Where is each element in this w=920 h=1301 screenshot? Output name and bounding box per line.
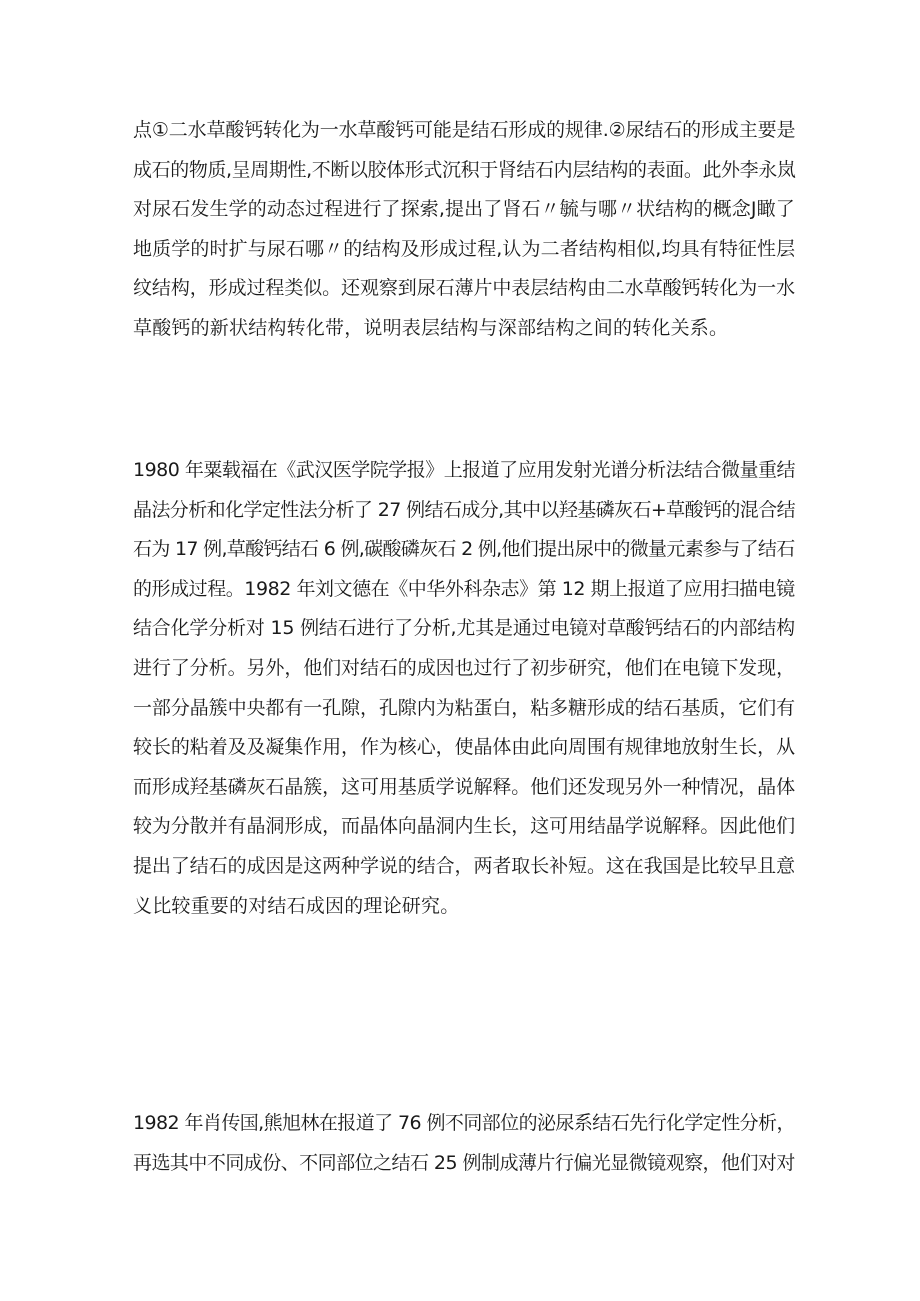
text-line: 较长的粘着及及凝集作用，作为核心，使晶体由此向周围有规律地放射生长，从 [133, 736, 796, 759]
text-line: 点①二水草酸钙转化为一水草酸钙可能是结石形成的规律.②尿结石的形成主要是 [133, 119, 796, 141]
text-line: 地质学的时扩与尿石哪〃的结构及形成过程,认为二者结构相似,均具有特征性层 [133, 237, 796, 260]
text-line: 1980 年粟载福在《武汉医学院学报》上报道了应用发射光谱分析法结合微量重结 [133, 459, 795, 481]
text-line: 的形成过程。1982 年刘文德在《中华外科杂志》第 12 期上报道了应用扫描电镜 [133, 577, 795, 600]
text-line: 结合化学分析对 15 例结石进行了分析,尤其是通过电镜对草酸钙结石的内部结构 [133, 617, 795, 640]
text-line: 一部分晶簇中央都有一孔隙，孔隙内为粘蛋白，粘多糖形成的结石基质，它们有 [133, 696, 796, 719]
text-line: 再选其中不同成份、不同部位之结石 25 例制成薄片行偏光显微镜观察，他们对对 [133, 1151, 795, 1174]
text-line: 纹结构，形成过程类似。还观察到尿石薄片中表层结构由二水草酸钙转化为一水 [133, 277, 796, 300]
paragraph-3 [133, 1104, 795, 1183]
text-line: 义比较重要的对结石成因的理论研究。 [133, 894, 460, 917]
text-line: 成石的物质,呈周期性,不断以胶体形式沉积于肾结石内层结构的表面。此外李永岚 [133, 158, 796, 181]
text-line: 提出了结石的成因是这两种学说的结合，两者取长补短。这在我国是比较早且意 [133, 854, 796, 877]
text-line: 晶法分析和化学定性法分析了 27 例结石成分,其中以羟基磷灰石+草酸钙的混合结 [133, 498, 796, 521]
text-line: 1982 年肖传国,熊旭林在报道了 76 例不同部位的泌尿系结石先行化学定性分析， [133, 1112, 795, 1134]
paragraph-1 [133, 111, 795, 349]
paragraph-2 [133, 451, 795, 926]
text-line: 较为分散并有晶洞形成，而晶体向晶洞内生长，这可用结晶学说解释。因此他们 [133, 815, 796, 838]
text-line: 而形成羟基磷灰石晶簇，这可用基质学说解释。他们还发现另外一种情况，晶体 [133, 775, 796, 798]
text-line: 草酸钙的新状结构转化带，说明表层结构与深部结构之间的转化关系。 [133, 316, 729, 339]
text-line: 进行了分析。另外，他们对结石的成因也过行了初步研究，他们在电镜下发现， [133, 656, 796, 679]
text-line: 对尿石发生学的动态过程进行了探索,提出了肾石〃毓与哪〃状结构的概念J瞰了 [133, 198, 795, 221]
text-line: 石为 17 例,草酸钙结石 6 例,碳酸磷灰石 2 例,他们提出尿中的微量元素参与了结石 [133, 538, 795, 561]
